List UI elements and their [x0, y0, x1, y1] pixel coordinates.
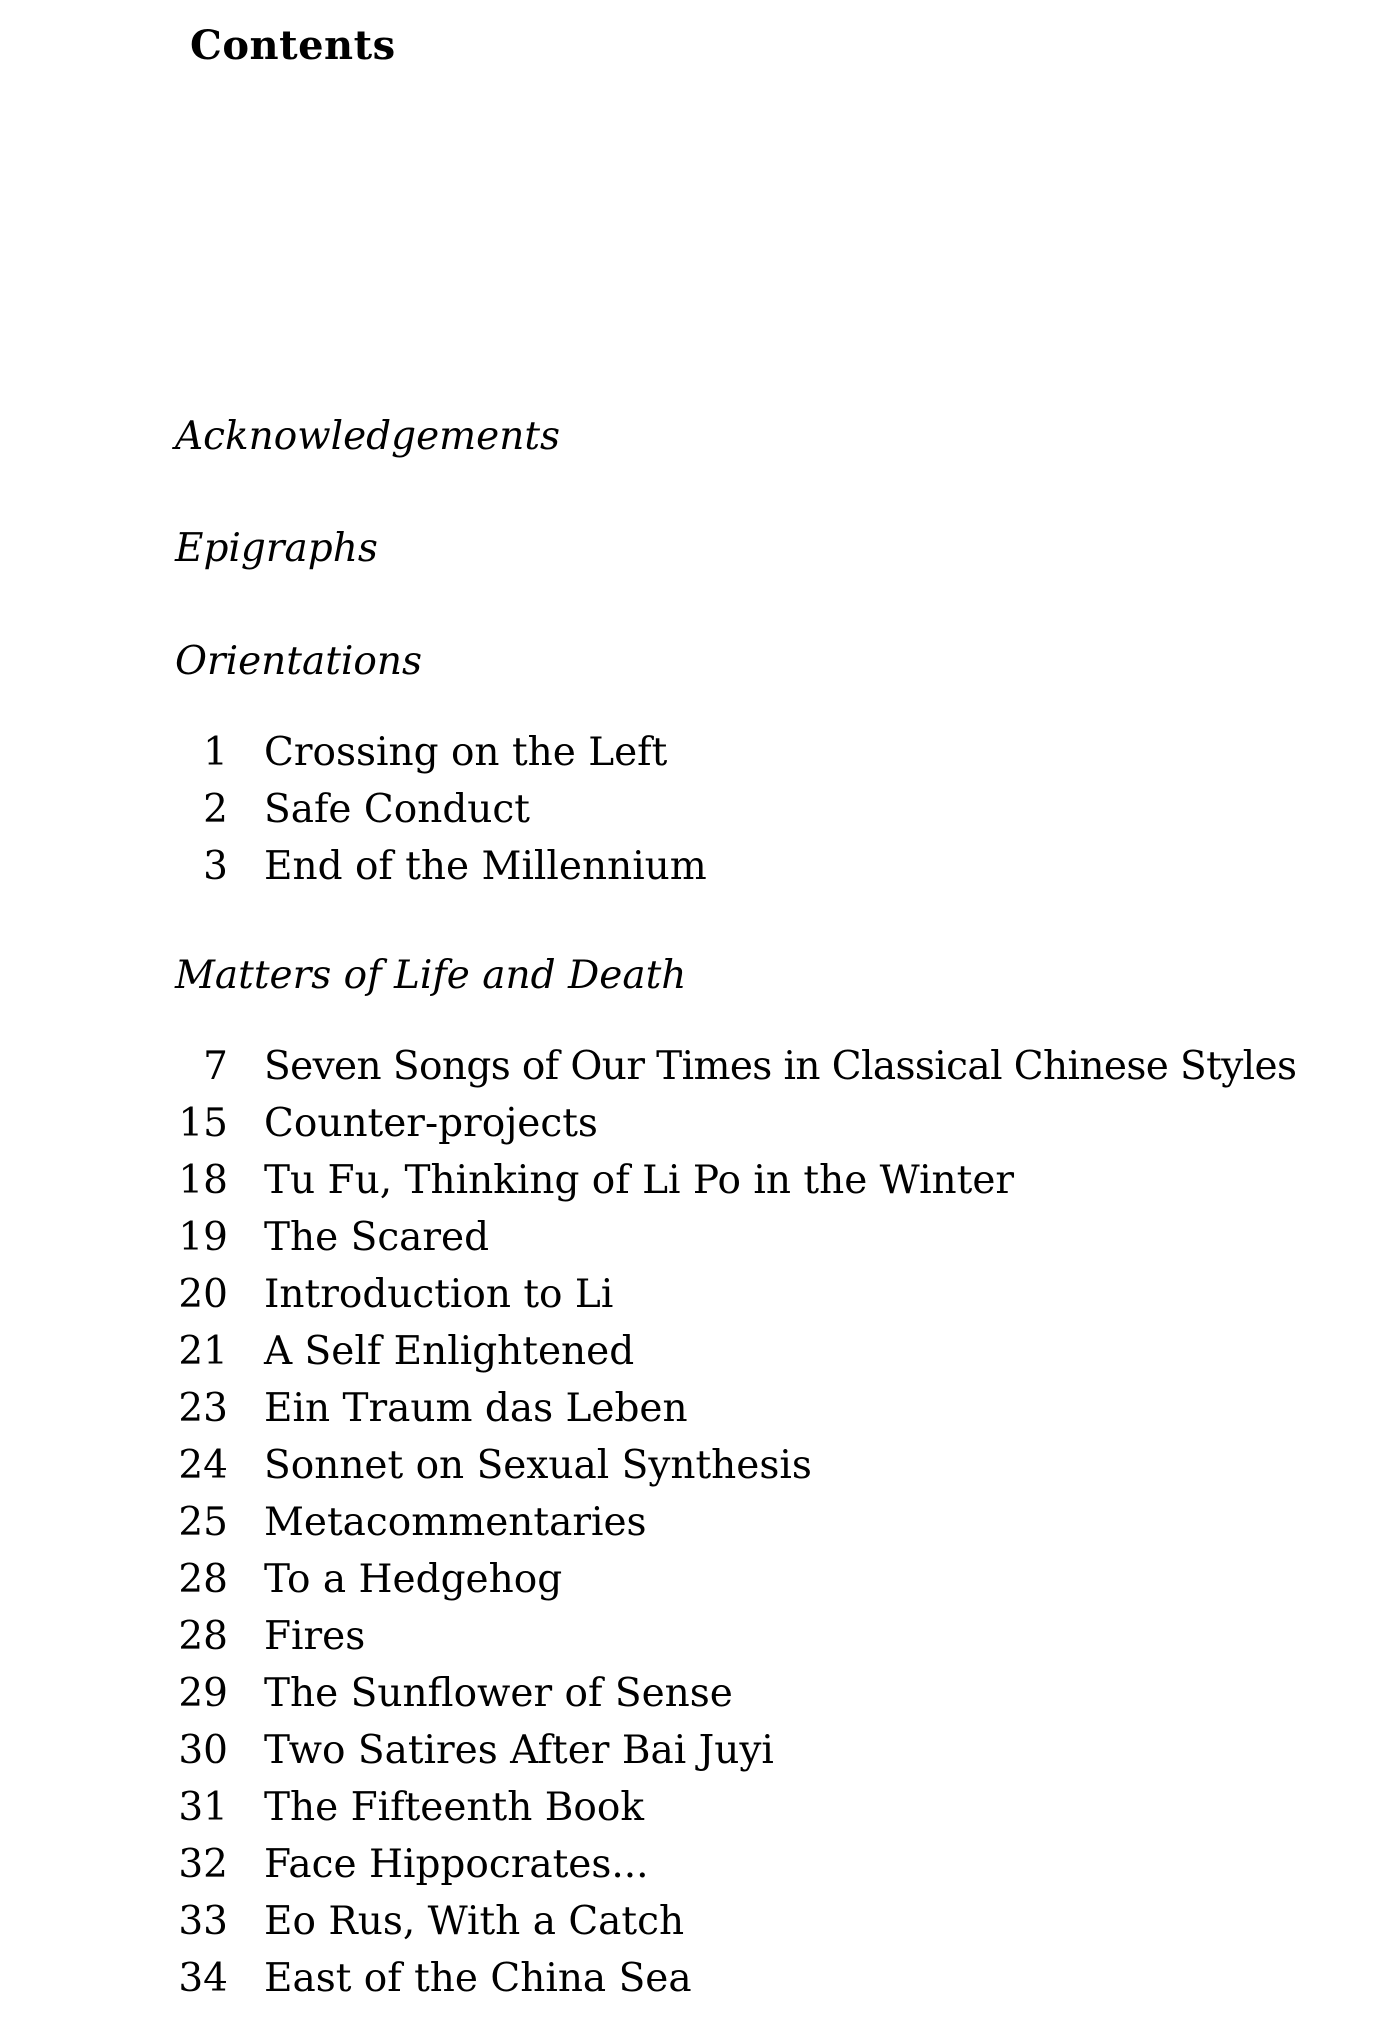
entry-title: East of the China Sea	[264, 1956, 692, 2001]
toc-entry	[160, 838, 707, 895]
entry-title: End of the Millennium	[264, 844, 707, 889]
entry-title: Safe Conduct	[264, 787, 530, 832]
entry-title: Face Hippocrates...	[264, 1842, 649, 1887]
toc-entry	[160, 1380, 1296, 1437]
entry-page-number: 30	[178, 1728, 228, 1773]
entry-page-number: 7	[203, 1044, 228, 1089]
entry-page-number: 31	[178, 1785, 228, 1830]
entry-title: The Scared	[264, 1215, 490, 1260]
entry-page-number: 21	[178, 1329, 228, 1374]
entry-page-number: 33	[178, 1899, 228, 1944]
page-title: Contents	[190, 22, 396, 69]
entry-title: Sonnet on Sexual Synthesis	[264, 1443, 812, 1488]
entry-page-number: 1	[203, 730, 228, 775]
entry-title: Seven Songs of Our Times in Classical Chinese Styles	[264, 1044, 1297, 1089]
entry-page-number: 29	[178, 1671, 228, 1716]
toc-entry	[160, 781, 707, 838]
entry-page-number: 23	[178, 1386, 228, 1431]
toc-entry	[160, 724, 707, 781]
entry-page-number: 24	[178, 1443, 228, 1488]
toc-entry	[160, 1095, 1296, 1152]
entry-page-number: 20	[178, 1272, 228, 1317]
entry-title: Two Satires After Bai Juyi	[264, 1728, 774, 1773]
toc-entry	[160, 1266, 1296, 1323]
entry-title: The Fifteenth Book	[264, 1785, 644, 1830]
section-heading-epigraphs: Epigraphs	[175, 526, 378, 571]
toc-entry	[160, 1038, 1296, 1095]
matters-entry-list	[160, 1038, 1296, 2007]
entry-title: Fires	[264, 1614, 366, 1659]
toc-entry	[160, 1437, 1296, 1494]
toc-entry	[160, 1494, 1296, 1551]
entry-page-number: 34	[178, 1956, 228, 2001]
section-heading-matters-of-life-and-death: Matters of Life and Death	[175, 953, 687, 998]
toc-entry	[160, 1893, 1296, 1950]
toc-entry	[160, 1323, 1296, 1380]
toc-entry	[160, 1209, 1296, 1266]
toc-entry	[160, 1836, 1296, 1893]
entry-page-number: 32	[178, 1842, 228, 1887]
entry-title: Eo Rus, With a Catch	[264, 1899, 685, 1944]
section-heading-orientations: Orientations	[175, 639, 422, 684]
entry-page-number: 3	[203, 844, 228, 889]
entry-title: Metacommentaries	[264, 1500, 647, 1545]
toc-entry	[160, 1779, 1296, 1836]
entry-title: Ein Traum das Leben	[264, 1386, 688, 1431]
toc-entry	[160, 1551, 1296, 1608]
entry-title: A Self Enlightened	[264, 1329, 635, 1374]
entry-title: Introduction to Li	[264, 1272, 614, 1317]
entry-title: To a Hedgehog	[264, 1557, 563, 1602]
orientations-entry-list	[160, 724, 707, 895]
entry-page-number: 25	[178, 1500, 228, 1545]
toc-entry	[160, 1665, 1296, 1722]
toc-entry	[160, 1152, 1296, 1209]
entry-page-number: 18	[178, 1158, 228, 1203]
entry-page-number: 28	[178, 1557, 228, 1602]
entry-page-number: 19	[178, 1215, 228, 1260]
entry-title: The Sunflower of Sense	[264, 1671, 733, 1716]
toc-entry	[160, 1608, 1296, 1665]
section-heading-acknowledgements: Acknowledgements	[175, 414, 561, 459]
toc-entry	[160, 1722, 1296, 1779]
entry-page-number: 2	[203, 787, 228, 832]
entry-title: Crossing on the Left	[264, 730, 668, 775]
entry-title: Tu Fu, Thinking of Li Po in the Winter	[264, 1158, 1015, 1203]
entry-page-number: 15	[178, 1101, 228, 1146]
entry-page-number: 28	[178, 1614, 228, 1659]
toc-entry	[160, 1950, 1296, 2007]
entry-title: Counter-projects	[264, 1101, 598, 1146]
